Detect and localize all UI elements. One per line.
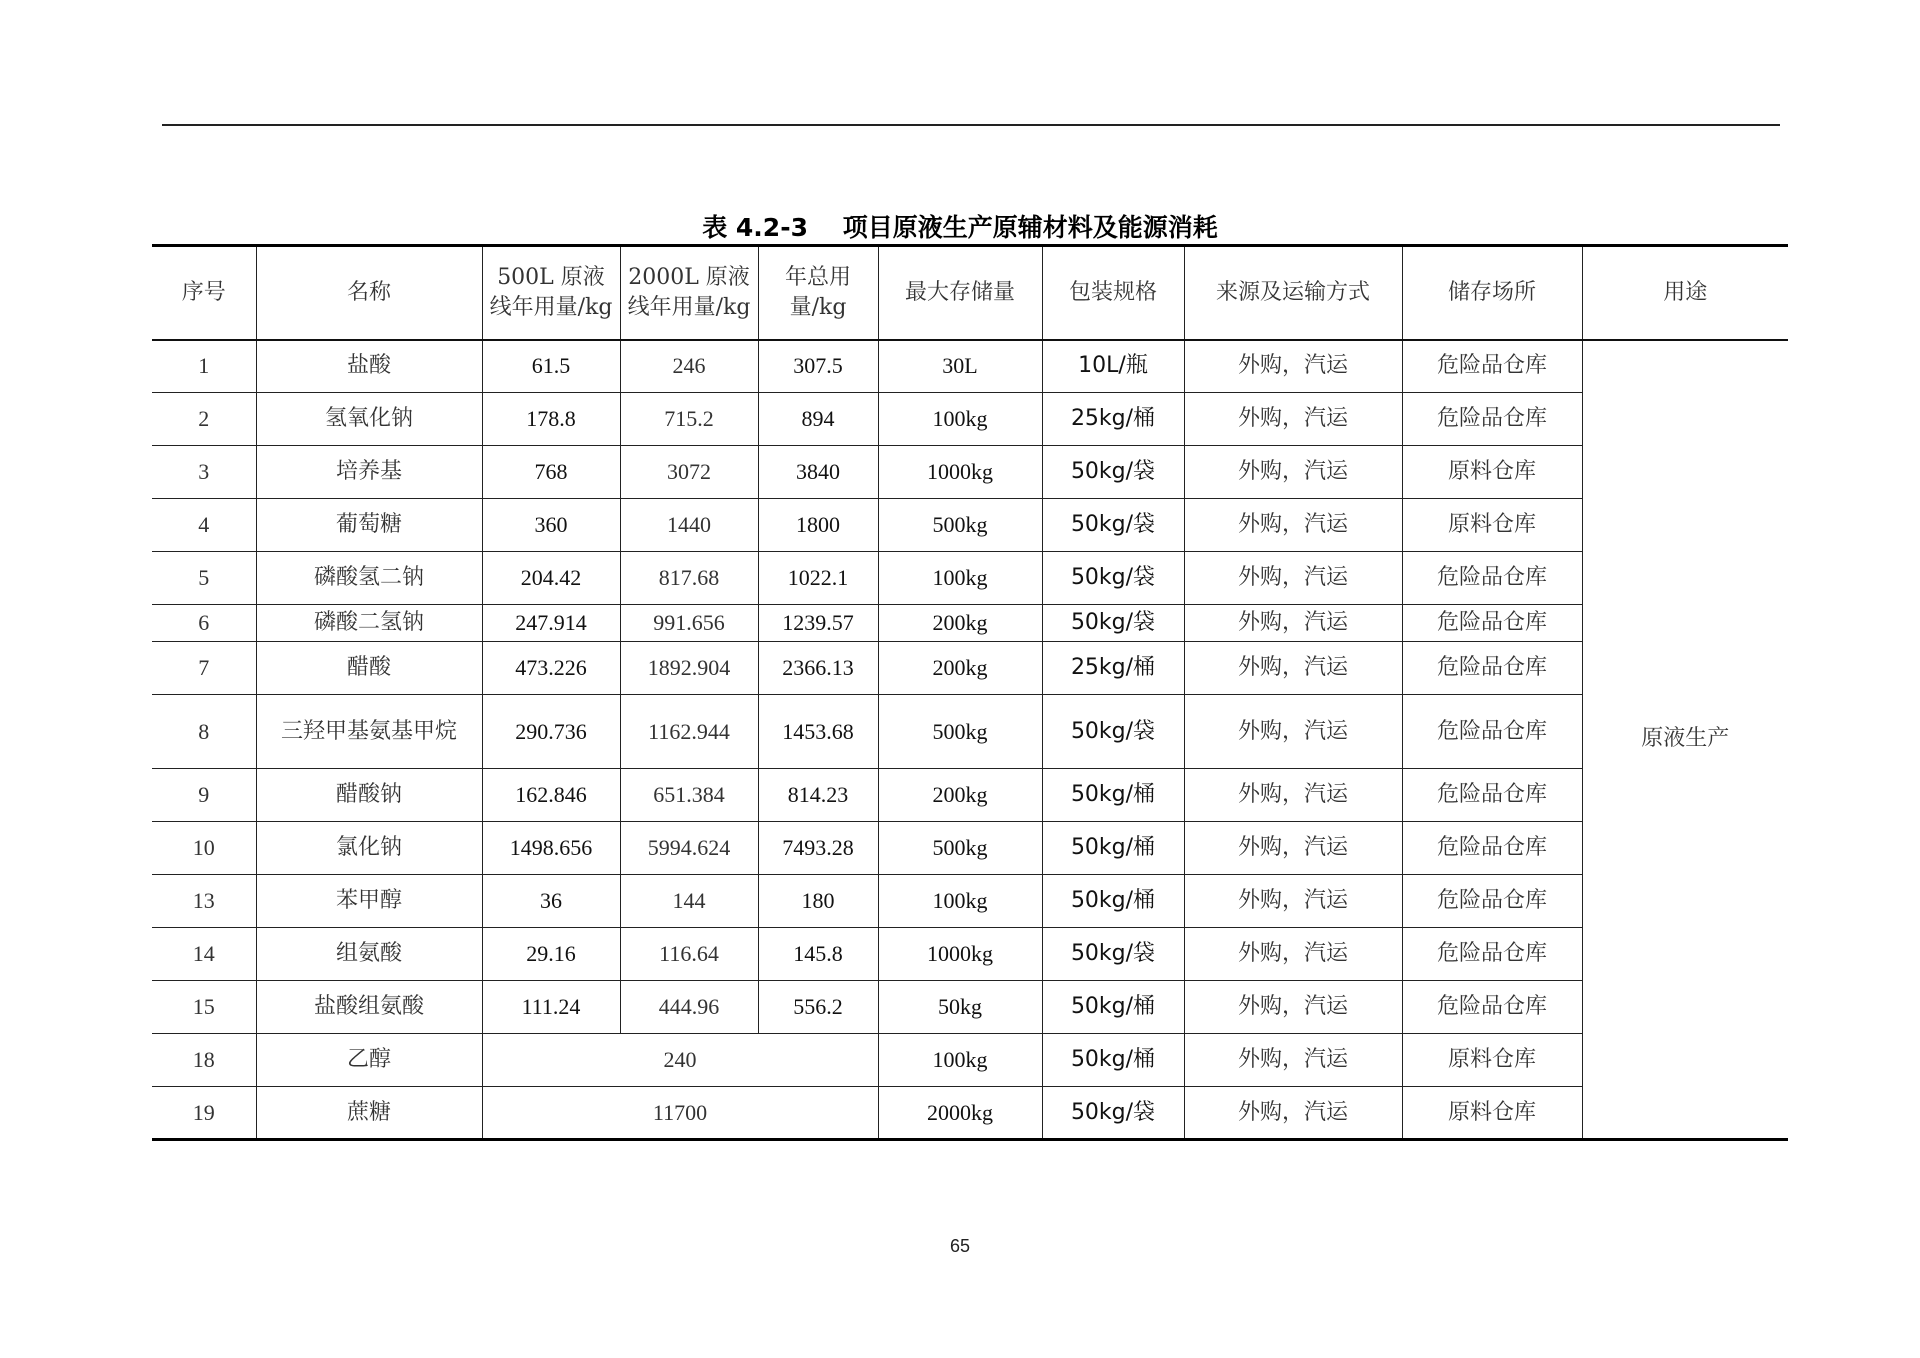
- cell-name: 蔗糖: [256, 1087, 482, 1140]
- cell-packaging: 10L/瓶: [1042, 340, 1184, 393]
- cell-max-storage: 100kg: [878, 552, 1042, 605]
- cell-no: 7: [152, 642, 256, 695]
- cell-500l: 473.226: [482, 642, 620, 695]
- cell-max-storage: 200kg: [878, 769, 1042, 822]
- header-total: 年总用量/kg: [758, 246, 878, 340]
- cell-2000l: 991.656: [620, 605, 758, 642]
- cell-packaging: 50kg/袋: [1042, 928, 1184, 981]
- cell-source: 外购，汽运: [1184, 981, 1402, 1034]
- cell-packaging: 50kg/袋: [1042, 1087, 1184, 1140]
- cell-packaging: 50kg/袋: [1042, 605, 1184, 642]
- cell-packaging: 25kg/桶: [1042, 393, 1184, 446]
- cell-total: 145.8: [758, 928, 878, 981]
- cell-name: 氢氧化钠: [256, 393, 482, 446]
- cell-max-storage: 200kg: [878, 605, 1042, 642]
- cell-storage: 危险品仓库: [1402, 769, 1582, 822]
- table-row: [152, 552, 1788, 605]
- cell-total: 180: [758, 875, 878, 928]
- cell-storage: 危险品仓库: [1402, 393, 1582, 446]
- cell-no: 3: [152, 446, 256, 499]
- cell-packaging: 50kg/袋: [1042, 695, 1184, 769]
- cell-packaging: 50kg/袋: [1042, 552, 1184, 605]
- cell-storage: 危险品仓库: [1402, 822, 1582, 875]
- table-row: [152, 1087, 1788, 1140]
- header-source: 来源及运输方式: [1184, 246, 1402, 340]
- cell-max-storage: 500kg: [878, 695, 1042, 769]
- cell-2000l: 817.68: [620, 552, 758, 605]
- cell-max-storage: 500kg: [878, 499, 1042, 552]
- table-row: [152, 822, 1788, 875]
- cell-500l: 290.736: [482, 695, 620, 769]
- cell-source: 外购，汽运: [1184, 875, 1402, 928]
- cell-source: 外购，汽运: [1184, 1034, 1402, 1087]
- cell-packaging: 50kg/桶: [1042, 875, 1184, 928]
- cell-usage: 原液生产: [1582, 340, 1788, 1140]
- cell-packaging: 50kg/袋: [1042, 499, 1184, 552]
- cell-packaging: 50kg/桶: [1042, 822, 1184, 875]
- cell-no: 6: [152, 605, 256, 642]
- cell-max-storage: 30L: [878, 340, 1042, 393]
- cell-2000l: 144: [620, 875, 758, 928]
- cell-source: 外购，汽运: [1184, 928, 1402, 981]
- cell-source: 外购，汽运: [1184, 446, 1402, 499]
- cell-2000l: 246: [620, 340, 758, 393]
- cell-name: 葡萄糖: [256, 499, 482, 552]
- cell-2000l: 1440: [620, 499, 758, 552]
- cell-no: 19: [152, 1087, 256, 1140]
- cell-source: 外购，汽运: [1184, 393, 1402, 446]
- cell-packaging: 50kg/桶: [1042, 769, 1184, 822]
- cell-500l: 247.914: [482, 605, 620, 642]
- table-row: [152, 1034, 1788, 1087]
- cell-500l: 111.24: [482, 981, 620, 1034]
- table-row: [152, 875, 1788, 928]
- cell-max-storage: 2000kg: [878, 1087, 1042, 1140]
- cell-storage: 原料仓库: [1402, 1034, 1582, 1087]
- cell-source: 外购，汽运: [1184, 1087, 1402, 1140]
- table-row: [152, 393, 1788, 446]
- header-packaging: 包装规格: [1042, 246, 1184, 340]
- header-name: 名称: [256, 246, 482, 340]
- cell-storage: 原料仓库: [1402, 446, 1582, 499]
- cell-storage: 原料仓库: [1402, 1087, 1582, 1140]
- cell-max-storage: 50kg: [878, 981, 1042, 1034]
- cell-total: 1800: [758, 499, 878, 552]
- cell-500l: 1498.656: [482, 822, 620, 875]
- cell-name: 盐酸: [256, 340, 482, 393]
- cell-500l: 204.42: [482, 552, 620, 605]
- cell-name: 盐酸组氨酸: [256, 981, 482, 1034]
- cell-no: 4: [152, 499, 256, 552]
- table-row: [152, 499, 1788, 552]
- cell-2000l: 1162.944: [620, 695, 758, 769]
- cell-max-storage: 100kg: [878, 1034, 1042, 1087]
- cell-2000l: 3072: [620, 446, 758, 499]
- table-row: [152, 981, 1788, 1034]
- cell-no: 5: [152, 552, 256, 605]
- cell-2000l: 651.384: [620, 769, 758, 822]
- cell-storage: 原料仓库: [1402, 499, 1582, 552]
- header-storage: 储存场所: [1402, 246, 1582, 340]
- cell-500l: 360: [482, 499, 620, 552]
- cell-total: 556.2: [758, 981, 878, 1034]
- cell-no: 14: [152, 928, 256, 981]
- cell-storage: 危险品仓库: [1402, 552, 1582, 605]
- cell-no: 1: [152, 340, 256, 393]
- cell-no: 10: [152, 822, 256, 875]
- cell-500l: 36: [482, 875, 620, 928]
- header-row: [152, 246, 1788, 340]
- cell-name: 组氨酸: [256, 928, 482, 981]
- cell-source: 外购，汽运: [1184, 605, 1402, 642]
- cell-max-storage: 100kg: [878, 875, 1042, 928]
- cell-packaging: 50kg/桶: [1042, 981, 1184, 1034]
- header-max-storage: 最大存储量: [878, 246, 1042, 340]
- cell-2000l: 444.96: [620, 981, 758, 1034]
- cell-500l: 29.16: [482, 928, 620, 981]
- cell-2000l: 5994.624: [620, 822, 758, 875]
- cell-total: 1022.1: [758, 552, 878, 605]
- table-row: [152, 340, 1788, 393]
- cell-total: 814.23: [758, 769, 878, 822]
- cell-name: 培养基: [256, 446, 482, 499]
- header-2000l: 2000L 原液线年用量/kg: [620, 246, 758, 340]
- table-row: [152, 928, 1788, 981]
- cell-max-storage: 100kg: [878, 393, 1042, 446]
- cell-total: 1453.68: [758, 695, 878, 769]
- cell-storage: 危险品仓库: [1402, 981, 1582, 1034]
- header-no: 序号: [152, 246, 256, 340]
- cell-merged-usage: 240: [482, 1034, 878, 1087]
- table-row: [152, 605, 1788, 642]
- cell-no: 2: [152, 393, 256, 446]
- cell-total: 307.5: [758, 340, 878, 393]
- cell-name: 磷酸二氢钠: [256, 605, 482, 642]
- cell-max-storage: 1000kg: [878, 928, 1042, 981]
- table-row: [152, 642, 1788, 695]
- cell-source: 外购，汽运: [1184, 499, 1402, 552]
- cell-source: 外购，汽运: [1184, 769, 1402, 822]
- cell-name: 醋酸: [256, 642, 482, 695]
- cell-name: 磷酸氢二钠: [256, 552, 482, 605]
- cell-storage: 危险品仓库: [1402, 605, 1582, 642]
- cell-max-storage: 200kg: [878, 642, 1042, 695]
- cell-source: 外购，汽运: [1184, 695, 1402, 769]
- cell-source: 外购，汽运: [1184, 552, 1402, 605]
- cell-2000l: 715.2: [620, 393, 758, 446]
- cell-500l: 61.5: [482, 340, 620, 393]
- cell-500l: 162.846: [482, 769, 620, 822]
- cell-source: 外购，汽运: [1184, 642, 1402, 695]
- cell-total: 3840: [758, 446, 878, 499]
- cell-packaging: 50kg/桶: [1042, 1034, 1184, 1087]
- cell-source: 外购，汽运: [1184, 822, 1402, 875]
- cell-storage: 危险品仓库: [1402, 695, 1582, 769]
- cell-name: 三羟甲基氨基甲烷: [256, 695, 482, 769]
- cell-name: 乙醇: [256, 1034, 482, 1087]
- cell-packaging: 50kg/袋: [1042, 446, 1184, 499]
- cell-no: 13: [152, 875, 256, 928]
- cell-packaging: 25kg/桶: [1042, 642, 1184, 695]
- cell-storage: 危险品仓库: [1402, 928, 1582, 981]
- cell-no: 15: [152, 981, 256, 1034]
- cell-storage: 危险品仓库: [1402, 875, 1582, 928]
- cell-total: 1239.57: [758, 605, 878, 642]
- table-title: 表 4.2-3 项目原液生产原辅材料及能源消耗: [702, 213, 1218, 242]
- cell-name: 苯甲醇: [256, 875, 482, 928]
- cell-no: 9: [152, 769, 256, 822]
- cell-500l: 178.8: [482, 393, 620, 446]
- table-row: [152, 446, 1788, 499]
- cell-500l: 768: [482, 446, 620, 499]
- cell-storage: 危险品仓库: [1402, 642, 1582, 695]
- header-rule: [162, 124, 1780, 126]
- cell-total: 894: [758, 393, 878, 446]
- cell-name: 氯化钠: [256, 822, 482, 875]
- cell-no: 8: [152, 695, 256, 769]
- cell-max-storage: 500kg: [878, 822, 1042, 875]
- cell-max-storage: 1000kg: [878, 446, 1042, 499]
- page-number: 65: [949, 1236, 971, 1256]
- cell-no: 18: [152, 1034, 256, 1087]
- cell-name: 醋酸钠: [256, 769, 482, 822]
- cell-2000l: 1892.904: [620, 642, 758, 695]
- cell-total: 2366.13: [758, 642, 878, 695]
- cell-2000l: 116.64: [620, 928, 758, 981]
- table-row: [152, 695, 1788, 769]
- materials-table: [152, 244, 1788, 1141]
- cell-total: 7493.28: [758, 822, 878, 875]
- header-usage: 用途: [1582, 246, 1788, 340]
- cell-merged-usage: 11700: [482, 1087, 878, 1140]
- cell-storage: 危险品仓库: [1402, 340, 1582, 393]
- header-500l: 500L 原液线年用量/kg: [482, 246, 620, 340]
- cell-source: 外购，汽运: [1184, 340, 1402, 393]
- table-row: [152, 769, 1788, 822]
